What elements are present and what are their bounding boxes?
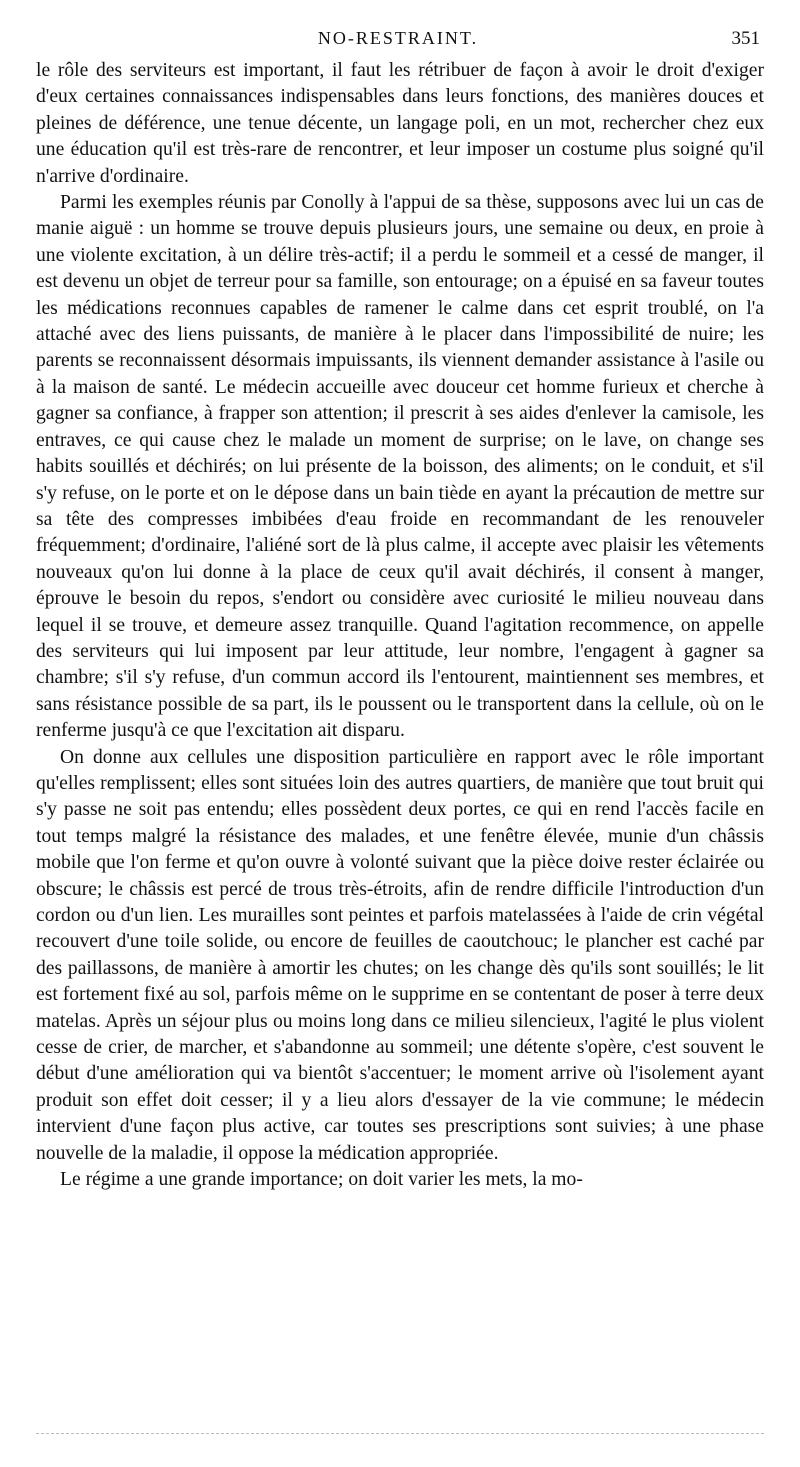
- running-head: [36, 28, 760, 56]
- running-title: NO-RESTRAINT.: [317, 28, 479, 48]
- paragraph-conolly-example: Parmi les exemples réunis par Conolly à l'appui de sa thèse, supposons avec lui un cas de manie aiguë : un homme se trouve depuis plusieurs jours, une semaine ou deux, en proie à une violente excitation, à un délire très-actif; il a perdu le sommeil et a cessé de manger, il est devenu un objet de terreur pour sa famille, son entourage; on a épuisé en sa faveur toutes les médications reconnues capables de ramener le calme dans cet esprit troublé, on l'a attaché avec des liens puissants, de manière à le placer dans l'impossibilité de nuire; les parents se reconnaissent désormais impuissants, ils viennent demander assistance à l'asile ou à la maison de santé. Le médecin accueille avec douceur cet homme furieux et cherche à gagner sa confiance, à frapper son attention; il prescrit à ses aides d'enlever la camisole, les entraves, ce qui cause chez le malade un moment de surprise; on le lave, on change ses habits souillés et déchirés; on lui présente de la boisson, des aliments; on le conduit, et s'il s'y refuse, on le porte et on le dépose dans un bain tiède en ayant la précaution de mettre sur sa tête des compresses imbibées d'eau froide en recommandant de les renouveler fréquemment; d'ordinaire, l'aliéné sort de là plus calme, il accepte avec plaisir les vêtements nouveaux qu'on lui donne à la place de ceux qu'il avait déchirés, il consent à manger, éprouve le besoin du repos, s'endort ou considère avec curiosité le milieu nouveau dans lequel il se trouve, et demeure assez tranquille. Quand l'agitation recommence, on appelle des serviteurs qui lui imposent par leur attitude, leur nombre, l'engagent à gagner sa chambre; s'il s'y refuse, d'un commun accord ils l'entourent, maintiennent ses membres, et sans résistance possible de sa part, ils le poussent ou le transportent dans la cellule, où on le renferme jusqu'à ce que l'excitation ait disparu.: [36, 192, 764, 742]
- paragraph-cells: On donne aux cellules une disposition particulière en rapport avec le rôle important qu'elles remplissent; elles sont situées loin des autres quartiers, de manière que tout bruit qui s'y passe ne soit pas entendu; elles possèdent deux portes, ce qui en rend l'accès facile en tout temps malgré la résistance des malades, et une fenêtre élevée, munie d'un châssis mobile que l'on ferme et qu'on ouvre à volonté suivant que la pièce doive rester éclairée ou obscure; le châssis est percé de trous très-étroits, afin de rendre difficile l'introduction d'un cordon ou d'un lien. Les murailles sont peintes et parfois matelassées à l'aide de crin végétal recouvert d'une toile solide, ou encore de feuilles de caoutchouc; le plancher est caché par des paillassons, de manière à amortir les chutes; on les change dès qu'ils sont souillés; le lit est fortement fixé au sol, parfois même on le supprime en se contentant de poser à terre deux matelas. Après un séjour plus ou moins long dans ce milieu silencieux, l'agité le plus violent cesse de crier, de marcher, et s'abandonne au sommeil; une détente s'opère, c'est souvent le début d'une amélioration qui va bientôt s'accentuer; le moment arrive où l'isolement ayant produit son effet doit cesser; il y a lieu alors d'essayer de la vie commune; le médecin intervient d'une façon plus active, car toutes ses prescriptions sont suivies; à une phase nouvelle de la maladie, il oppose la médication appropriée.: [36, 746, 764, 1164]
- bottom-rule: [36, 1433, 764, 1434]
- body-text: [36, 58, 764, 1193]
- paragraph-continued: le rôle des serviteurs est important, il faut les rétribuer de façon à avoir le droit d'exiger d'eux certaines connaissances indispensables dans leurs fonctions, des manières douces et pleines de déférence, une tenue décente, un langage poli, en un mot, rechercher chez eux une éducation qu'il est très-rare de rencontrer, et leur imposer un costume plus soigné qu'il n'arrive d'ordinaire.: [36, 60, 764, 187]
- page-number: 351: [731, 28, 760, 49]
- paragraph-regime: Le régime a une grande importance; on doit varier les mets, la mo-: [60, 1169, 583, 1191]
